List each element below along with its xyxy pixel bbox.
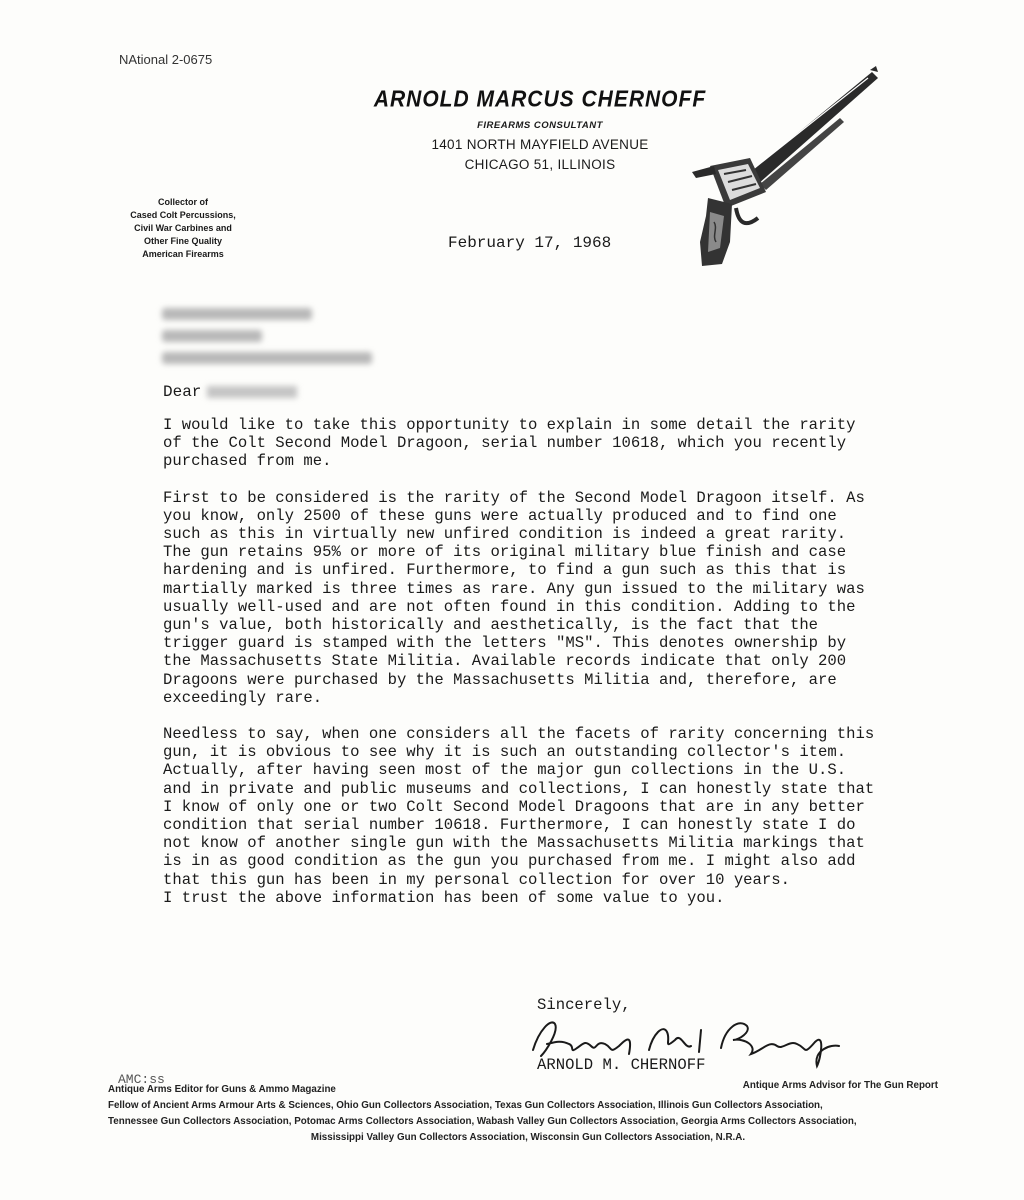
paragraph-trust: I trust the above information has been of some value to you.: [163, 888, 725, 907]
collector-line: American Firearms: [142, 249, 224, 259]
collector-line: Civil War Carbines and: [134, 223, 232, 233]
footer-advisor: Antique Arms Advisor for The Gun Report: [742, 1080, 938, 1091]
letter-body: [163, 416, 883, 907]
redacted-line: [162, 352, 372, 364]
letterhead-title: FIREARMS CONSULTANT: [477, 120, 603, 131]
paragraph-rarity: First to be considered is the rarity of the Second Model Dragoon itself. As you know, only 2500 of these guns were actually produced and to find one such as this in virtually new unfired condition is indeed a great rarity. The gun retains 95% or more of its original military blue finish and case hardening and is unfired. Furthermore, to find a gun such as this that is martially marked is three times as rare. Any gun issued to the military was usually well-used and are not often found in this condition. Adding to the gun's value, both historically and aesthetically, is the fact that the trigger guard is stamped with the letters "MS". This denotes ownership by the Massachusetts State Militia. Available records indicate that only 200 Dragoons were purchased by the Massachusetts Militia and, therefore, are exceedingly rare.: [163, 488, 865, 707]
revolver-icon: [680, 66, 885, 276]
letterhead-footer: [108, 1082, 948, 1146]
typist-initials: AMC:ss: [118, 1072, 165, 1087]
letterhead-street: 1401 NORTH MAYFIELD AVENUE: [431, 137, 649, 152]
collector-note: [108, 196, 258, 261]
typed-name: ARNOLD M. CHERNOFF: [537, 1056, 706, 1074]
recipient-address-redacted: [162, 308, 372, 374]
collector-line: Cased Colt Percussions,: [130, 210, 236, 220]
letter-date: February 17, 1968: [448, 234, 612, 252]
collector-line: Collector of: [157, 197, 208, 207]
salutation-text: Dear: [163, 383, 202, 401]
phone-number: NAtional 2-0675: [119, 52, 213, 67]
paragraph-facets: Needless to say, when one considers all the facets of rarity concerning this gun, it is obvious to see why it is such an outstanding collector's item. Actually, after having seen most of the major gun collections in the U.S. and in private and public museums and collections, I can honestly state that I know of only one or two Colt Second Model Dragoons that are in any better condition that serial number 10618. Furthermore, I can honestly state I do not know of another single gun with the Massachusetts Militia markings that is in as good condition as the gun you purchased from me. I might also add that this gun has been in my personal collection for over 10 years.: [163, 725, 875, 889]
letterhead-name: ARNOLD MARCUS CHERNOFF: [373, 87, 707, 112]
closing: Sincerely,: [537, 996, 631, 1014]
footer-line: Antique Arms Editor for Guns & Ammo Magazine: [108, 1084, 336, 1095]
footer-line: Tennessee Gun Collectors Association, Potomac Arms Collectors Association, Wabash Valley Gun Collectors Association, Georgia Arms Collectors Association,: [108, 1116, 857, 1127]
paragraph-intro: I would like to take this opportunity to explain in some detail the rarity of the Colt Second Model Dragoon, serial number 10618, which you recently purchased from me.: [163, 416, 856, 471]
redacted-line: [162, 330, 262, 342]
letterhead-city: CHICAGO 51, ILLINOIS: [464, 157, 616, 172]
collector-line: Other Fine Quality: [143, 236, 222, 246]
redacted-line: [162, 308, 312, 320]
salutation: [163, 383, 297, 401]
footer-line: Mississippi Valley Gun Collectors Association, Wisconsin Gun Collectors Association, N.R.A.: [310, 1132, 746, 1143]
footer-line: Fellow of Ancient Arms Armour Arts & Sciences, Ohio Gun Collectors Association, Texas Gun Collectors Association, Illinois Gun Collectors Association,: [108, 1100, 823, 1111]
redacted-name: [207, 386, 297, 398]
